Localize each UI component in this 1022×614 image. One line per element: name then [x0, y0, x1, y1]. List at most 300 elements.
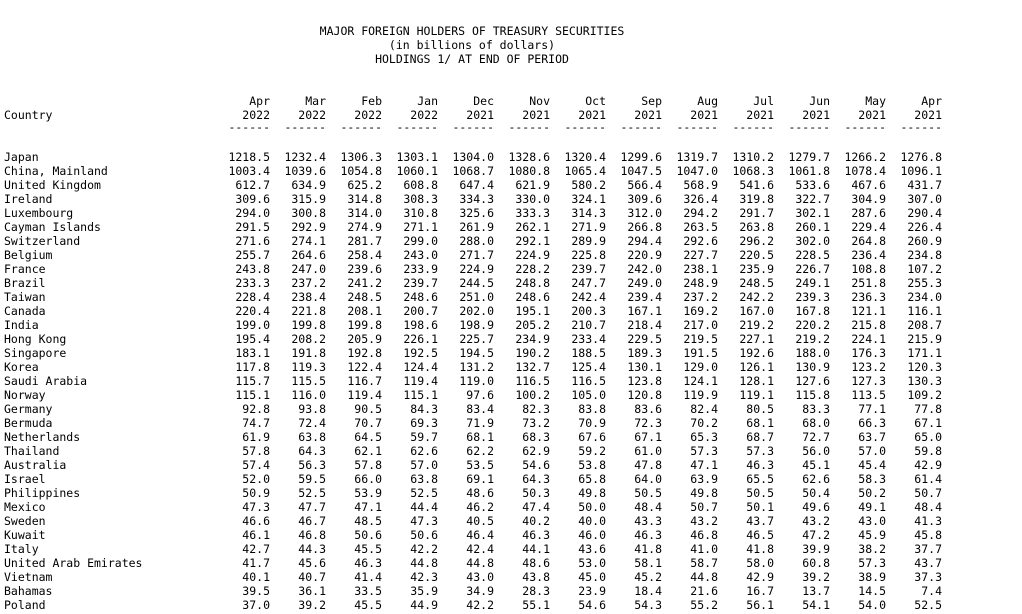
holding-value: 243.8	[235, 262, 270, 276]
holding-value: 200.3	[571, 304, 606, 318]
holding-value: 217.0	[683, 318, 718, 332]
holding-value: 44.3	[298, 542, 326, 556]
column-header-year: 2022	[354, 108, 382, 122]
holding-value: 41.7	[242, 556, 270, 570]
country-name: Taiwan	[4, 290, 46, 304]
holding-value: 122.4	[347, 360, 382, 374]
holding-value: 169.2	[683, 304, 718, 318]
holding-value: 52.5	[410, 486, 438, 500]
country-name: Sweden	[4, 514, 46, 528]
holding-value: 50.4	[802, 486, 830, 500]
holding-value: 47.4	[522, 500, 550, 514]
holding-value: 183.1	[235, 346, 270, 360]
holding-value: 248.9	[683, 276, 718, 290]
holding-value: 266.8	[627, 220, 662, 234]
holding-value: 46.3	[634, 528, 662, 542]
holding-value: 219.2	[739, 318, 774, 332]
holding-value: 63.8	[410, 472, 438, 486]
holding-value: 1080.8	[508, 164, 550, 178]
holding-value: 248.6	[403, 290, 438, 304]
holding-value: 264.6	[291, 248, 326, 262]
holding-value: 62.6	[802, 472, 830, 486]
holding-value: 62.2	[466, 444, 494, 458]
holding-value: 54.3	[634, 598, 662, 612]
holding-value: 69.3	[410, 416, 438, 430]
holding-value: 53.5	[466, 458, 494, 472]
country-name: France	[4, 262, 46, 276]
holding-value: 53.0	[578, 556, 606, 570]
holding-value: 1320.4	[564, 150, 606, 164]
holding-value: 190.2	[515, 346, 550, 360]
holding-value: 70.9	[578, 416, 606, 430]
column-header-rule: ------	[732, 120, 774, 134]
holding-value: 127.6	[795, 374, 830, 388]
holding-value: 46.0	[578, 528, 606, 542]
holding-value: 215.9	[907, 332, 942, 346]
holding-value: 116.1	[907, 304, 942, 318]
holding-value: 43.7	[746, 514, 774, 528]
holding-value: 307.0	[907, 192, 942, 206]
holding-value: 1304.0	[452, 150, 494, 164]
holding-value: 62.6	[410, 444, 438, 458]
holding-value: 64.3	[298, 444, 326, 458]
holding-value: 132.7	[515, 360, 550, 374]
holding-value: 115.1	[235, 388, 270, 402]
holding-value: 77.1	[858, 402, 886, 416]
holding-value: 128.1	[739, 374, 774, 388]
holding-value: 58.7	[690, 556, 718, 570]
holding-value: 237.2	[291, 276, 326, 290]
holding-value: 239.3	[795, 290, 830, 304]
holding-value: 234.0	[907, 290, 942, 304]
holding-value: 208.2	[291, 332, 326, 346]
holding-value: 108.8	[851, 262, 886, 276]
country-name: Mexico	[4, 500, 46, 514]
holding-value: 71.9	[466, 416, 494, 430]
holding-value: 48.6	[522, 556, 550, 570]
holding-value: 1306.3	[340, 150, 382, 164]
column-header-year: 2021	[466, 108, 494, 122]
holding-value: 21.6	[690, 584, 718, 598]
holding-value: 192.6	[739, 346, 774, 360]
holding-value: 199.0	[235, 318, 270, 332]
holding-value: 50.7	[914, 486, 942, 500]
holding-value: 54.6	[522, 458, 550, 472]
holding-value: 229.4	[851, 220, 886, 234]
holding-value: 294.2	[683, 206, 718, 220]
holding-value: 292.1	[515, 234, 550, 248]
holding-value: 73.2	[522, 416, 550, 430]
holding-value: 333.3	[515, 206, 550, 220]
holding-value: 54.0	[858, 598, 886, 612]
holding-value: 294.0	[235, 206, 270, 220]
holding-value: 115.1	[403, 388, 438, 402]
holding-value: 167.1	[627, 304, 662, 318]
holding-value: 192.8	[347, 346, 382, 360]
holding-value: 302.0	[795, 234, 830, 248]
column-header-month: Feb	[361, 94, 382, 108]
holding-value: 77.8	[914, 402, 942, 416]
holding-value: 46.6	[242, 514, 270, 528]
holding-value: 57.0	[410, 458, 438, 472]
holding-value: 167.0	[739, 304, 774, 318]
title-line-2: (in billions of dollars)	[388, 38, 556, 52]
holding-value: 291.7	[739, 206, 774, 220]
holding-value: 249.1	[795, 276, 830, 290]
column-header-month: Jun	[809, 94, 830, 108]
holding-value: 45.0	[578, 570, 606, 584]
holding-value: 72.7	[802, 430, 830, 444]
holding-value: 1039.6	[284, 164, 326, 178]
holding-value: 233.3	[235, 276, 270, 290]
holding-value: 72.3	[634, 416, 662, 430]
country-name: Switzerland	[4, 234, 81, 248]
holding-value: 37.7	[914, 542, 942, 556]
holding-value: 70.2	[690, 416, 718, 430]
country-name: United Arab Emirates	[4, 556, 143, 570]
holding-value: 58.1	[634, 556, 662, 570]
holding-value: 56.1	[746, 598, 774, 612]
holding-value: 124.1	[683, 374, 718, 388]
holding-value: 43.0	[466, 570, 494, 584]
holding-value: 200.7	[403, 304, 438, 318]
holding-value: 37.3	[914, 570, 942, 584]
country-name: India	[4, 318, 39, 332]
holding-value: 50.6	[354, 528, 382, 542]
holding-value: 1061.8	[788, 164, 830, 178]
holding-value: 220.4	[235, 304, 270, 318]
holding-value: 1003.4	[228, 164, 270, 178]
holding-value: 83.8	[578, 402, 606, 416]
holding-value: 234.8	[907, 248, 942, 262]
holding-value: 131.2	[459, 360, 494, 374]
column-header-year: 2021	[802, 108, 830, 122]
holding-value: 314.3	[571, 206, 606, 220]
holding-value: 121.1	[851, 304, 886, 318]
holding-value: 72.4	[298, 416, 326, 430]
holding-value: 119.9	[683, 388, 718, 402]
holding-value: 45.9	[858, 528, 886, 542]
holding-value: 194.5	[459, 346, 494, 360]
country-name: Cayman Islands	[4, 220, 101, 234]
holding-value: 287.6	[851, 206, 886, 220]
holding-value: 566.4	[627, 178, 662, 192]
holding-value: 56.3	[298, 458, 326, 472]
country-name: Norway	[4, 388, 46, 402]
holding-value: 59.2	[578, 444, 606, 458]
holding-value: 264.8	[851, 234, 886, 248]
holding-value: 326.4	[683, 192, 718, 206]
holding-value: 14.5	[858, 584, 886, 598]
holding-value: 210.7	[571, 318, 606, 332]
holding-value: 130.9	[795, 360, 830, 374]
holding-value: 291.5	[235, 220, 270, 234]
holding-value: 115.7	[235, 374, 270, 388]
holding-value: 45.2	[634, 570, 662, 584]
holding-value: 40.7	[298, 570, 326, 584]
country-name: Brazil	[4, 276, 46, 290]
holding-value: 40.2	[522, 514, 550, 528]
holding-value: 228.4	[235, 290, 270, 304]
holding-value: 248.8	[515, 276, 550, 290]
holding-value: 57.8	[354, 458, 382, 472]
holding-value: 60.8	[802, 556, 830, 570]
holding-value: 251.8	[851, 276, 886, 290]
holding-value: 235.9	[739, 262, 774, 276]
holding-value: 42.2	[466, 598, 494, 612]
holding-value: 533.6	[795, 178, 830, 192]
holding-value: 47.3	[242, 500, 270, 514]
holding-value: 63.7	[858, 430, 886, 444]
holding-value: 244.5	[459, 276, 494, 290]
holding-value: 65.3	[690, 430, 718, 444]
holding-value: 92.8	[242, 402, 270, 416]
holding-value: 28.3	[522, 584, 550, 598]
holding-value: 228.2	[515, 262, 550, 276]
holding-value: 48.4	[634, 500, 662, 514]
holding-value: 220.2	[795, 318, 830, 332]
holding-value: 188.5	[571, 346, 606, 360]
holding-value: 49.8	[578, 486, 606, 500]
holding-value: 38.2	[858, 542, 886, 556]
column-header-rule: ------	[844, 120, 886, 134]
country-name: Ireland	[4, 192, 53, 206]
holding-value: 58.3	[858, 472, 886, 486]
country-name: Belgium	[4, 248, 53, 262]
holding-value: 580.2	[571, 178, 606, 192]
holding-value: 208.1	[347, 304, 382, 318]
holding-value: 218.4	[627, 318, 662, 332]
holding-value: 221.8	[291, 304, 326, 318]
holding-value: 1078.4	[844, 164, 886, 178]
column-header-rule: ------	[788, 120, 830, 134]
holding-value: 117.8	[235, 360, 270, 374]
holding-value: 467.6	[851, 178, 886, 192]
holding-value: 43.0	[858, 514, 886, 528]
holding-value: 1068.3	[732, 164, 774, 178]
country-name: Hong Kong	[4, 332, 67, 346]
holding-value: 50.1	[746, 500, 774, 514]
country-name: Canada	[4, 304, 46, 318]
holding-value: 130.3	[907, 374, 942, 388]
holding-value: 48.5	[354, 514, 382, 528]
holding-value: 1068.7	[452, 164, 494, 178]
holding-value: 1299.6	[620, 150, 662, 164]
holding-value: 82.3	[522, 402, 550, 416]
holding-value: 1054.8	[340, 164, 382, 178]
holding-value: 198.9	[459, 318, 494, 332]
holding-value: 44.1	[522, 542, 550, 556]
holding-value: 119.4	[347, 388, 382, 402]
holding-value: 41.3	[914, 514, 942, 528]
holding-value: 16.7	[746, 584, 774, 598]
holding-value: 205.9	[347, 332, 382, 346]
holding-value: 292.9	[291, 220, 326, 234]
holding-value: 288.0	[459, 234, 494, 248]
holding-value: 62.9	[522, 444, 550, 458]
holding-value: 42.9	[746, 570, 774, 584]
holding-value: 191.5	[683, 346, 718, 360]
holding-value: 608.8	[403, 178, 438, 192]
holding-value: 261.9	[459, 220, 494, 234]
holding-value: 49.1	[858, 500, 886, 514]
holding-value: 242.4	[571, 290, 606, 304]
holding-value: 239.7	[571, 262, 606, 276]
holding-value: 322.7	[795, 192, 830, 206]
holding-value: 67.1	[914, 416, 942, 430]
holding-value: 65.0	[914, 430, 942, 444]
holding-value: 64.5	[354, 430, 382, 444]
holding-value: 612.7	[235, 178, 270, 192]
holding-value: 308.3	[403, 192, 438, 206]
holding-value: 40.0	[578, 514, 606, 528]
holding-value: 50.5	[634, 486, 662, 500]
holding-value: 248.6	[515, 290, 550, 304]
holding-value: 220.9	[627, 248, 662, 262]
holding-value: 124.4	[403, 360, 438, 374]
holding-value: 621.9	[515, 178, 550, 192]
holding-value: 41.8	[746, 542, 774, 556]
holding-value: 44.8	[690, 570, 718, 584]
holding-value: 115.8	[795, 388, 830, 402]
column-header-month: Aug	[697, 94, 718, 108]
holding-value: 74.7	[242, 416, 270, 430]
holding-value: 57.3	[858, 556, 886, 570]
holding-value: 310.8	[403, 206, 438, 220]
country-name: Bahamas	[4, 584, 53, 598]
holding-value: 63.9	[690, 472, 718, 486]
holding-value: 57.8	[242, 444, 270, 458]
holding-value: 119.4	[403, 374, 438, 388]
column-header-month: Dec	[473, 94, 494, 108]
holding-value: 52.5	[298, 486, 326, 500]
holding-value: 50.7	[690, 500, 718, 514]
holding-value: 64.0	[634, 472, 662, 486]
holding-value: 431.7	[907, 178, 942, 192]
holding-value: 45.8	[914, 528, 942, 542]
holding-value: 227.1	[739, 332, 774, 346]
holding-value: 325.6	[459, 206, 494, 220]
holding-value: 39.5	[242, 584, 270, 598]
column-header-year: 2021	[522, 108, 550, 122]
holding-value: 309.6	[235, 192, 270, 206]
country-name: Philippines	[4, 486, 81, 500]
holding-value: 238.4	[291, 290, 326, 304]
holding-value: 205.2	[515, 318, 550, 332]
holding-value: 123.2	[851, 360, 886, 374]
holding-value: 255.7	[235, 248, 270, 262]
column-header-month: Apr	[249, 94, 270, 108]
holding-value: 192.5	[403, 346, 438, 360]
holding-value: 35.9	[410, 584, 438, 598]
holding-value: 119.0	[459, 374, 494, 388]
holding-value: 41.0	[690, 542, 718, 556]
holding-value: 43.3	[634, 514, 662, 528]
holding-value: 66.0	[354, 472, 382, 486]
column-header-year: 2021	[858, 108, 886, 122]
holding-value: 39.2	[802, 570, 830, 584]
holding-value: 116.0	[291, 388, 326, 402]
holding-value: 66.3	[858, 416, 886, 430]
holding-value: 56.0	[802, 444, 830, 458]
holding-value: 37.0	[242, 598, 270, 612]
holding-value: 188.0	[795, 346, 830, 360]
holding-value: 625.2	[347, 178, 382, 192]
holding-value: 45.4	[858, 458, 886, 472]
holding-value: 57.0	[858, 444, 886, 458]
holding-value: 634.9	[291, 178, 326, 192]
holding-value: 242.0	[627, 262, 662, 276]
holding-value: 44.8	[410, 556, 438, 570]
holding-value: 242.2	[739, 290, 774, 304]
holding-value: 260.1	[795, 220, 830, 234]
country-name: Italy	[4, 542, 39, 556]
holding-value: 54.1	[802, 598, 830, 612]
holding-value: 68.7	[746, 430, 774, 444]
holding-value: 314.8	[347, 192, 382, 206]
holding-value: 65.8	[578, 472, 606, 486]
holding-value: 41.8	[634, 542, 662, 556]
holding-value: 299.0	[403, 234, 438, 248]
holding-value: 334.3	[459, 192, 494, 206]
holding-value: 127.3	[851, 374, 886, 388]
holding-value: 220.5	[739, 248, 774, 262]
holding-value: 219.2	[795, 332, 830, 346]
column-header-year: 2022	[298, 108, 326, 122]
holding-value: 44.9	[410, 598, 438, 612]
holding-value: 289.9	[571, 234, 606, 248]
holding-value: 1047.0	[676, 164, 718, 178]
holding-value: 1266.2	[844, 150, 886, 164]
holding-value: 68.0	[802, 416, 830, 430]
holding-value: 68.1	[466, 430, 494, 444]
column-header-rule: ------	[900, 120, 942, 134]
holding-value: 262.1	[515, 220, 550, 234]
holding-value: 119.3	[291, 360, 326, 374]
holding-value: 271.9	[571, 220, 606, 234]
holding-value: 1328.6	[508, 150, 550, 164]
holding-value: 45.1	[802, 458, 830, 472]
holding-value: 116.5	[515, 374, 550, 388]
holding-value: 23.9	[578, 584, 606, 598]
holding-value: 541.6	[739, 178, 774, 192]
country-name: Poland	[4, 598, 46, 612]
holding-value: 219.5	[683, 332, 718, 346]
holding-value: 126.1	[739, 360, 774, 374]
holding-value: 83.4	[466, 402, 494, 416]
holding-value: 1232.4	[284, 150, 326, 164]
column-header-month: Mar	[305, 94, 326, 108]
holding-value: 226.1	[403, 332, 438, 346]
holding-value: 123.8	[627, 374, 662, 388]
holding-value: 319.8	[739, 192, 774, 206]
holding-value: 40.1	[242, 570, 270, 584]
column-header-year: 2021	[690, 108, 718, 122]
holding-value: 260.9	[907, 234, 942, 248]
holding-value: 44.8	[466, 556, 494, 570]
holding-value: 247.7	[571, 276, 606, 290]
column-header-month: Jul	[753, 94, 774, 108]
holding-value: 1276.8	[900, 150, 942, 164]
holding-value: 568.9	[683, 178, 718, 192]
holding-value: 18.4	[634, 584, 662, 598]
holding-value: 80.5	[746, 402, 774, 416]
holding-value: 42.7	[242, 542, 270, 556]
holding-value: 42.3	[410, 570, 438, 584]
holding-value: 119.1	[739, 388, 774, 402]
holding-value: 61.9	[242, 430, 270, 444]
holding-value: 1279.7	[788, 150, 830, 164]
